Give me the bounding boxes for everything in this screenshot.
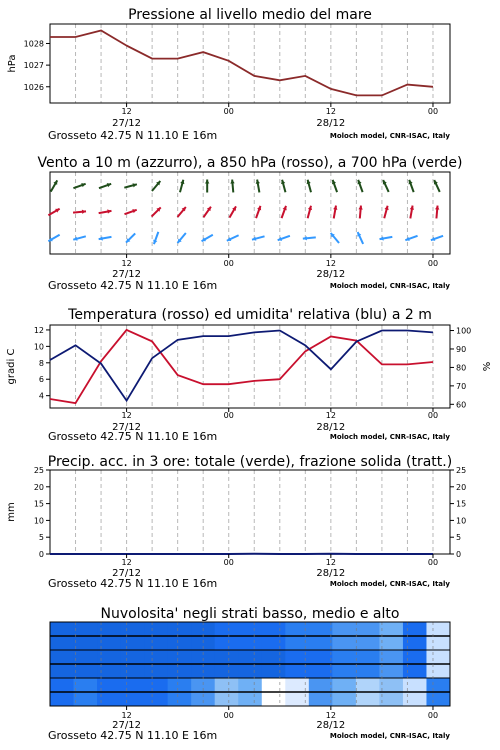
y-tick-label: 5 [38,533,44,543]
x-tick-label: 12 [121,711,132,720]
chart-title: Vento a 10 m (azzurro), a 850 hPa (rosso), a 700 hPa (verde) [37,155,463,171]
wind-arrow [73,210,86,214]
x-tick-label: 12 [121,558,132,567]
wind-arrow [333,206,337,219]
wind-arrow [410,206,414,219]
wind-arrow [307,180,311,193]
y-tick-label-right: 25 [456,466,467,475]
x-tick-label: 00 [223,711,234,720]
x-date-label: 28/12 [316,118,346,129]
x-tick-label: 12 [121,259,132,268]
series-line-0 [50,330,433,403]
model-credit: Moloch model, CNR-ISAC, Italy [329,282,450,290]
location-label: Grosseto 42.75 N 11.10 E 16m [48,279,218,292]
wind-arrow [383,180,389,192]
wind-arrow [51,180,58,191]
x-tick-label: 12 [325,411,336,420]
wind-arrow [152,181,160,191]
y-axis-label: mm [6,502,17,522]
wind-arrow [126,233,135,242]
plot-frame [50,470,450,554]
wind-arrow-head [435,206,439,210]
wind-arrow-head [358,206,362,210]
x-tick-label: 00 [427,558,439,567]
wind-arrow [153,232,158,244]
wind-arrow [357,180,362,192]
x-tick-label: 12 [325,107,336,116]
y-tick-label: 25 [33,466,44,475]
location-label: Grosseto 42.75 N 11.10 E 16m [48,129,218,142]
wind-arrow [435,206,439,219]
chart-title: Precip. acc. in 3 ore: totale (verde), frazione solida (tratt.) [47,454,453,470]
y-tick-label: 0 [38,550,44,559]
x-date-label: 27/12 [112,422,142,433]
wind-arrow [308,206,312,219]
y-tick-label-right: 60 [456,400,467,410]
wind-arrow [358,206,362,219]
model-credit: Moloch model, CNR-ISAC, Italy [329,433,450,441]
wind-arrow [203,207,210,218]
wind-arrow [205,180,209,193]
wind-arrow [229,206,236,217]
x-tick-label: 00 [427,411,439,420]
y-tick-label-right: 5 [456,533,462,543]
x-date-label: 27/12 [112,118,142,129]
location-label: Grosseto 42.75 N 11.10 E 16m [48,430,218,443]
wind-arrow [409,180,414,192]
wind-arrow [256,180,260,193]
chart-title: Temperatura (rosso) ed umidita' relativa (blu) a 2 m [68,307,432,323]
wind-arrow-head [205,180,209,184]
wind-arrow [152,207,161,216]
x-tick-label: 12 [325,259,336,268]
y-tick-label-right: 100 [456,326,472,336]
y-axis-label: gradi C [6,348,17,385]
wind-arrow [124,183,137,187]
series-line-0 [50,31,433,96]
y-tick-label-right: 15 [456,499,467,509]
x-date-label: 28/12 [316,269,346,280]
y-tick-label-right: 80 [456,363,467,373]
y-tick-label: 4 [38,391,44,401]
x-tick-label: 12 [325,558,336,567]
model-credit: Moloch model, CNR-ISAC, Italy [329,732,450,740]
wind-arrow [99,183,111,188]
y-tick-label: 1028 [23,39,44,49]
chart-title: Nuvolosita' negli strati basso, medio e alto [100,606,400,622]
y-tick-label: 10 [33,342,44,352]
y-tick-label: 1026 [23,82,44,92]
chart-title: Pressione al livello medio del mare [128,7,372,23]
x-tick-label: 00 [223,411,234,420]
wind-arrow-head [230,180,234,184]
x-date-label: 28/12 [316,568,346,579]
y-tick-label: 1027 [23,61,44,71]
wind-arrow-head [82,210,86,214]
y-tick-label: 10 [33,516,44,526]
y-axis-label: hPa [7,54,18,73]
x-date-label: 28/12 [316,422,346,433]
x-date-label: 27/12 [112,269,142,280]
wind-arrow [434,180,440,192]
y-tick-label-right: 90 [456,344,467,354]
wind-arrow [384,206,388,219]
y-tick-label: 8 [38,358,44,368]
x-tick-label: 00 [427,259,439,268]
series-line-1 [50,331,433,401]
y-tick-label-right: 70 [456,381,467,391]
wind-arrow [357,232,363,244]
x-date-label: 27/12 [112,568,142,579]
model-credit: Moloch model, CNR-ISAC, Italy [329,580,450,588]
x-date-label: 28/12 [316,720,346,731]
wind-arrow [73,183,85,188]
wind-arrow [177,207,185,217]
x-tick-label: 12 [121,411,132,420]
y-tick-label: 6 [38,375,44,385]
x-tick-label: 12 [325,711,336,720]
x-date-label: 27/12 [112,720,142,731]
y-tick-label: 15 [33,499,44,509]
wind-arrow [177,233,185,243]
x-tick-label: 00 [223,259,234,268]
y-tick-label-right: 0 [456,550,462,559]
wind-arrow [331,233,339,243]
wind-arrow [282,206,287,218]
location-label: Grosseto 42.75 N 11.10 E 16m [48,729,218,742]
location-label: Grosseto 42.75 N 11.10 E 16m [48,577,218,590]
plot-frame [50,325,450,408]
wind-arrow [332,180,337,192]
x-tick-label: 00 [427,107,439,116]
y-tick-label: 12 [33,325,44,335]
x-tick-label: 12 [121,107,132,116]
y-tick-label-right: 20 [456,482,467,492]
model-credit: Moloch model, CNR-ISAC, Italy [329,132,450,140]
y-axis-label-right: % [482,361,493,372]
wind-arrow [230,180,234,193]
x-tick-label: 00 [427,711,439,720]
y-tick-label-right: 10 [456,516,467,526]
x-tick-label: 00 [223,558,234,567]
y-tick-label: 20 [33,482,44,492]
wind-arrow [303,236,316,240]
x-tick-label: 00 [223,107,234,116]
wind-arrow [256,206,261,218]
wind-arrow [281,180,285,193]
wind-arrow [180,180,184,193]
